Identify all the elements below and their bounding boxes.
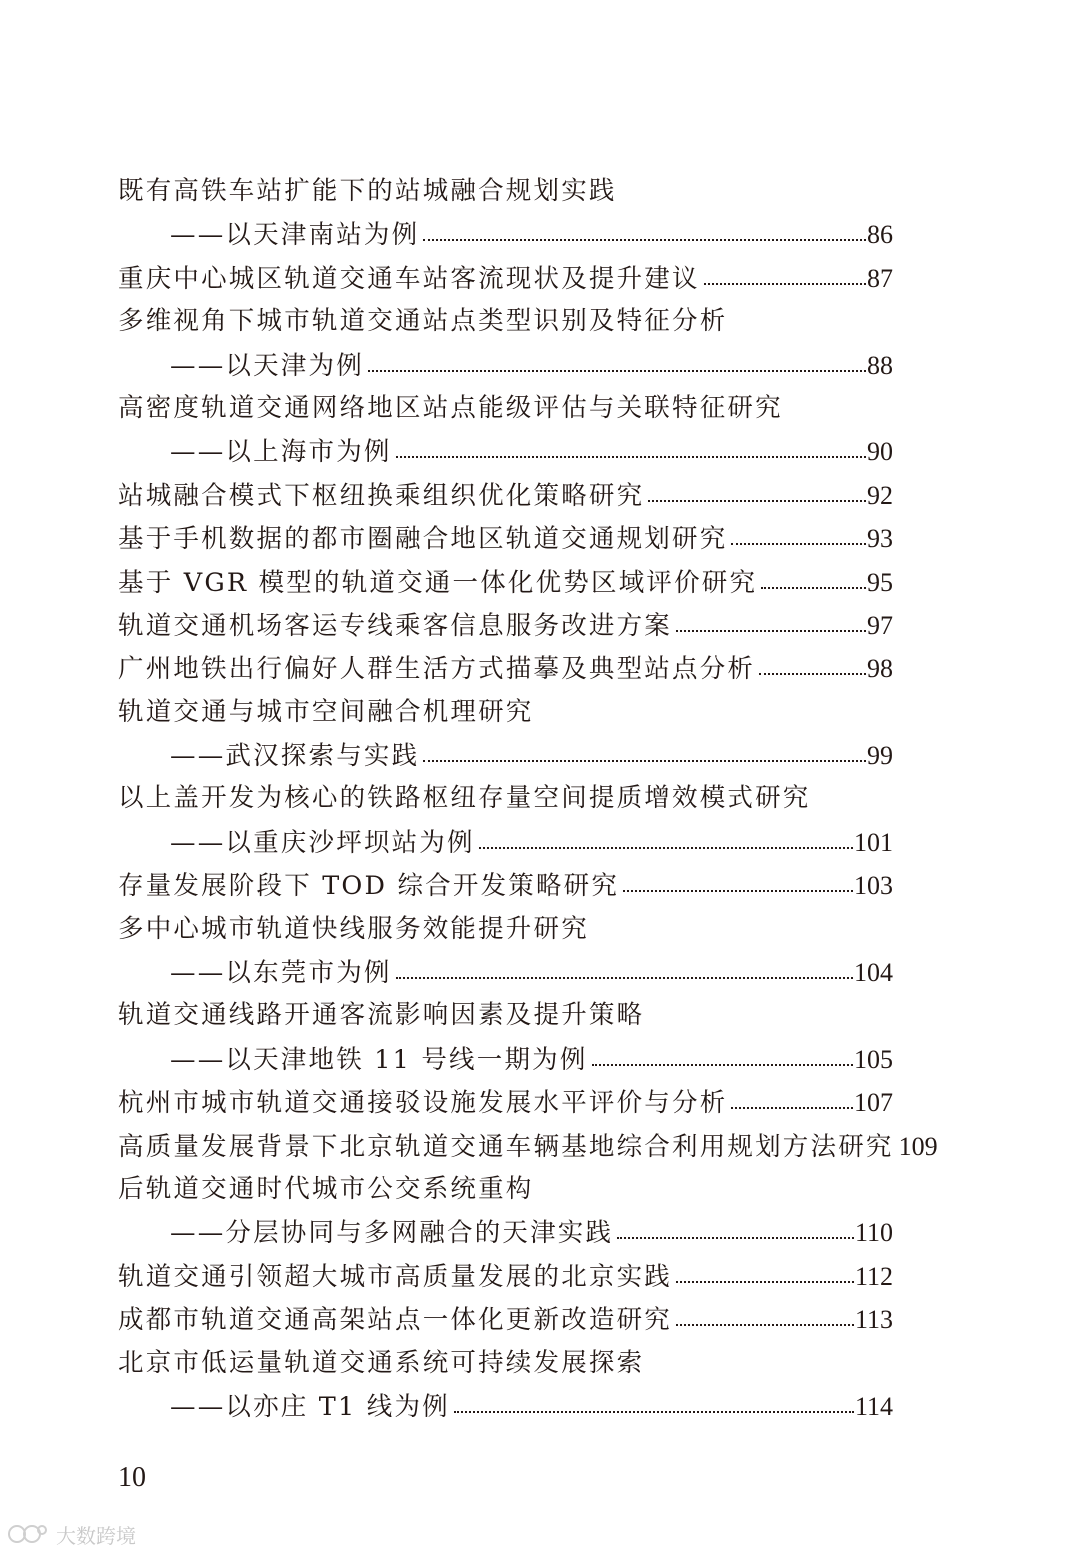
toc-page-number: 104 bbox=[854, 958, 893, 988]
toc-entry-title: 重庆中心城区轨道交通车站客流现状及提升建议 bbox=[118, 263, 700, 294]
toc-page-number: 87 bbox=[867, 263, 893, 293]
page-number: 10 bbox=[118, 1462, 146, 1493]
toc-entry-row bbox=[118, 604, 893, 647]
toc-page-number: 97 bbox=[867, 610, 893, 640]
toc-dot-leader bbox=[731, 539, 866, 545]
toc-entry-title: 存量发展阶段下 TOD 综合开发策略研究 bbox=[118, 871, 620, 902]
watermark-logo-icon bbox=[6, 1522, 50, 1546]
toc-page-number: 107 bbox=[854, 1088, 893, 1118]
toc-page-number: 93 bbox=[867, 524, 893, 554]
toc-entry-title: 站城融合模式下枢纽换乘组织优化策略研究 bbox=[118, 480, 645, 511]
toc-dot-leader bbox=[479, 843, 853, 849]
toc-page-number: 99 bbox=[867, 741, 893, 771]
toc-entry-title: 既有高铁车站扩能下的站城融合规划实践 bbox=[118, 176, 617, 206]
toc-entry-title: 轨道交通与城市空间融合机理研究 bbox=[118, 696, 534, 727]
toc-entry-title: 后轨道交通时代城市公交系统重构 bbox=[118, 1173, 534, 1204]
toc-entry-row bbox=[118, 300, 893, 343]
toc-subtitle-row bbox=[118, 821, 893, 864]
toc-dot-leader bbox=[368, 366, 866, 372]
toc-dot-leader bbox=[731, 1103, 853, 1109]
toc-dot-leader bbox=[396, 452, 866, 458]
toc-dot-leader bbox=[617, 1233, 854, 1239]
toc-dot-leader bbox=[623, 886, 853, 892]
toc-entry-row bbox=[118, 647, 893, 690]
toc-entry-title: ——以亦庄 T1 线为例 bbox=[170, 1391, 450, 1422]
toc-page-number: 114 bbox=[854, 1391, 893, 1421]
toc-page-number: 101 bbox=[854, 827, 893, 857]
toc-entry-title: ——以天津为例 bbox=[170, 350, 364, 381]
toc-entry-row bbox=[118, 387, 893, 430]
toc-page-number: 90 bbox=[867, 437, 893, 467]
toc-dot-leader bbox=[761, 583, 866, 589]
toc-page-number: 113 bbox=[854, 1305, 893, 1335]
toc-dot-leader bbox=[423, 756, 866, 762]
toc-entry-row bbox=[118, 1168, 893, 1211]
toc-entry-row bbox=[118, 777, 893, 820]
toc-entry-title: ——以天津地铁 11 号线一期为例 bbox=[170, 1044, 588, 1075]
toc-dot-leader bbox=[676, 1277, 854, 1283]
toc-dot-leader bbox=[676, 626, 866, 632]
toc-entry-title: 杭州市城市轨道交通接驳设施发展水平评价与分析 bbox=[118, 1088, 728, 1119]
toc-subtitle-row bbox=[118, 344, 893, 387]
toc-entry-row bbox=[118, 561, 893, 604]
toc-entry-title: ——以天津南站为例 bbox=[170, 220, 420, 251]
toc-entry-title: 多中心城市轨道快线服务效能提升研究 bbox=[118, 913, 589, 944]
toc-entry-title: ——以上海市为例 bbox=[170, 437, 392, 468]
toc-entry-title: 基于 VGR 模型的轨道交通一体化优势区域评价研究 bbox=[118, 567, 758, 598]
toc-page-number: 105 bbox=[854, 1044, 893, 1074]
toc-page-number: 103 bbox=[854, 871, 893, 901]
toc-dot-leader bbox=[704, 279, 866, 285]
toc-subtitle-row bbox=[118, 430, 893, 473]
toc-dot-leader bbox=[592, 1060, 853, 1066]
toc-entry-title: ——以东莞市为例 bbox=[170, 958, 392, 989]
toc-page-number: 98 bbox=[867, 654, 893, 684]
toc-entry-row bbox=[118, 908, 893, 951]
toc-entry-row bbox=[118, 517, 893, 560]
toc-entry-title: 多维视角下城市轨道交通站点类型识别及特征分析 bbox=[118, 306, 728, 337]
toc-entry-title: 北京市低运量轨道交通系统可持续发展探索 bbox=[118, 1347, 645, 1378]
toc-entry-row bbox=[118, 474, 893, 517]
toc-entry-row bbox=[118, 994, 893, 1037]
toc-dot-leader bbox=[396, 973, 853, 979]
toc-dot-leader bbox=[423, 235, 866, 241]
toc-entry-title: 基于手机数据的都市圈融合地区轨道交通规划研究 bbox=[118, 524, 728, 555]
toc-entry-title: 轨道交通引领超大城市高质量发展的北京实践 bbox=[118, 1261, 673, 1292]
toc-entry-row bbox=[118, 1125, 938, 1168]
toc-dot-leader bbox=[759, 669, 866, 675]
toc-dot-leader bbox=[454, 1407, 854, 1413]
toc-entry-row bbox=[118, 170, 893, 213]
toc-entry-title: 成都市轨道交通高架站点一体化更新改造研究 bbox=[118, 1305, 673, 1336]
toc-entry-row bbox=[118, 864, 893, 907]
toc-entry-title: 轨道交通线路开通客流影响因素及提升策略 bbox=[118, 1000, 645, 1031]
toc-subtitle-row bbox=[118, 951, 893, 994]
toc-entry-title: 轨道交通机场客运专线乘客信息服务改进方案 bbox=[118, 610, 673, 641]
toc-page-number: 86 bbox=[867, 220, 893, 250]
watermark-text: 大数跨境 bbox=[56, 1523, 136, 1548]
toc-entry-row bbox=[118, 691, 893, 734]
toc-subtitle-row bbox=[118, 734, 893, 777]
table-of-contents bbox=[118, 170, 938, 1428]
toc-subtitle-row bbox=[118, 1385, 893, 1428]
toc-page-number: 109 bbox=[898, 1131, 938, 1161]
toc-subtitle-row bbox=[118, 1038, 893, 1081]
toc-entry-title: 高质量发展背景下北京轨道交通车辆基地综合利用规划方法研究 bbox=[118, 1131, 894, 1162]
toc-subtitle-row bbox=[118, 213, 893, 256]
toc-page-number: 95 bbox=[867, 567, 893, 597]
toc-entry-title: ——武汉探索与实践 bbox=[170, 741, 420, 772]
toc-dot-leader bbox=[648, 496, 866, 502]
toc-entry-row bbox=[118, 1342, 893, 1385]
toc-entry-row bbox=[118, 257, 893, 300]
watermark bbox=[6, 1518, 136, 1550]
toc-page-number: 110 bbox=[854, 1218, 893, 1248]
toc-entry-title: ——以重庆沙坪坝站为例 bbox=[170, 827, 475, 858]
toc-entry-row bbox=[118, 1081, 893, 1124]
toc-subtitle-row bbox=[118, 1211, 893, 1254]
toc-entry-title: 广州地铁出行偏好人群生活方式描摹及典型站点分析 bbox=[118, 654, 756, 685]
toc-page-number: 88 bbox=[867, 350, 893, 380]
toc-entry-title: 高密度轨道交通网络地区站点能级评估与关联特征研究 bbox=[118, 392, 783, 423]
toc-page-number: 92 bbox=[867, 480, 893, 510]
toc-entry-title: 以上盖开发为核心的铁路枢纽存量空间提质增效模式研究 bbox=[118, 783, 811, 814]
toc-page-number: 112 bbox=[854, 1261, 893, 1291]
toc-dot-leader bbox=[676, 1320, 854, 1326]
toc-entry-row bbox=[118, 1298, 893, 1341]
toc-entry-title: ——分层协同与多网融合的天津实践 bbox=[170, 1218, 614, 1249]
toc-entry-row bbox=[118, 1255, 893, 1298]
